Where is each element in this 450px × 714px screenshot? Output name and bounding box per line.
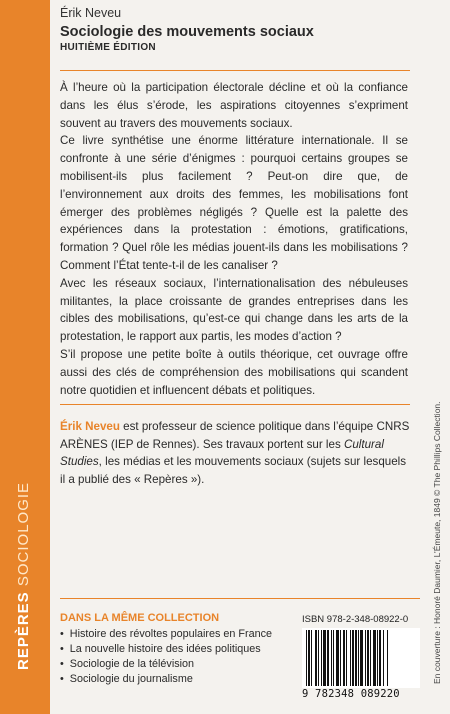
barcode-bar [367, 630, 369, 686]
divider-middle [60, 404, 410, 405]
bio-text: , les médias et les mouvements sociaux (sujets sur lesquels il a publié des « Repères »). [60, 455, 407, 486]
book-title: Sociologie des mouvements sociaux [60, 24, 314, 40]
author-bio [60, 418, 410, 488]
barcode-bar [387, 630, 388, 686]
barcode-bar [308, 630, 310, 686]
list-item: • Sociologie du journalisme [60, 672, 272, 687]
barcode-bar [379, 630, 381, 686]
barcode-bar [311, 630, 312, 686]
barcode-bar [336, 630, 339, 686]
series-name: SOCIOLOGIE [15, 481, 32, 587]
bio-italic-term: Cultural Studies [60, 437, 384, 469]
barcode-bar [358, 630, 359, 686]
barcode-bar [340, 630, 341, 686]
isbn-label: ISBN 978-2-348-08922-0 [302, 614, 409, 625]
barcode-bar [352, 630, 354, 686]
collection-heading: DANS LA MÊME COLLECTION [60, 612, 220, 624]
barcode-bar [370, 630, 371, 686]
cover-credit-text: En couverture : Honoré Daumier, L’Émeute, 1849 © The Phillips Collection. [432, 401, 442, 684]
cover-credit [430, 260, 450, 684]
blurb-paragraph: Avec les réseaux sociaux, l’internationalisation des nébuleuses militantes, la place croissante de grandes entreprises dans les cibles des mobilisations, qu’est-ce qui change dans les arts de la protestation, le rapport aux partis, les modes d’action ? [60, 276, 408, 344]
blurb [60, 79, 408, 399]
barcode-bar [373, 630, 376, 686]
barcode-number: 9 782348 089220 [302, 688, 400, 700]
barcode-bar [321, 630, 322, 686]
list-item: • Sociologie de la télévision [60, 657, 272, 672]
series-spine-label [3, 0, 47, 714]
barcode-bar [333, 630, 334, 686]
bio-text: est professeur de science politique dans l’équipe CNRS ARÈNES (IEP de Rennes). Ses travaux portent sur les [60, 420, 410, 451]
barcode-bar [350, 630, 351, 686]
edition-label: HUITIÈME ÉDITION [60, 42, 156, 53]
list-item: • La nouvelle histoire des idées politiques [60, 642, 272, 657]
blurb-paragraph: Ce livre synthétise une énorme littérature internationale. Il se confronte à une série d’énigmes : pourquoi certains groupes se mobilisent-ils plus facilement ? Peut-on dire que, de l’environnement aux droits des femmes, les mobilisations font émerger des problèmes négligés ? Quelle est la palette des expériences dans la protestation : émotions, gratifications, formation ? Quel rôle les médias jouent-ils dans les mobilisations ? Comment l’État tente-t-il de les canaliser ? [60, 134, 408, 272]
bio-author-name: Érik Neveu [60, 420, 120, 433]
barcode-bar [318, 630, 319, 686]
barcode-bars [302, 628, 420, 688]
barcode-bar [306, 630, 307, 686]
blurb-paragraph: S’il propose une petite boîte à outils théorique, cet ouvrage offre aussi des clés de compréhension des mobilisations qui scandent notre quotidien et influencent débats et politiques. [60, 347, 408, 397]
divider-bottom [60, 598, 420, 599]
barcode-bar [377, 630, 378, 686]
barcode-bar [315, 630, 317, 686]
barcode-bar [360, 630, 363, 686]
barcode-bar [346, 630, 347, 686]
barcode-bar [323, 630, 326, 686]
barcode-bar [383, 630, 384, 686]
author-name: Érik Neveu [60, 6, 122, 20]
blurb-paragraph: À l’heure où la participation électorale décline et où la confiance dans les élus s’érode, les aspirations citoyennes s’expriment souvent au travers des mouvements sociaux. [60, 81, 408, 130]
series-brand: REPÈRES [15, 591, 32, 670]
barcode-bar [331, 630, 332, 686]
barcode [302, 628, 420, 688]
divider-top [60, 70, 410, 71]
barcode-bar [327, 630, 329, 686]
barcode-bar [355, 630, 357, 686]
barcode-bar [365, 630, 366, 686]
collection-list [60, 627, 272, 687]
barcode-bar [343, 630, 345, 686]
list-item: • Histoire des révoltes populaires en France [60, 627, 272, 642]
